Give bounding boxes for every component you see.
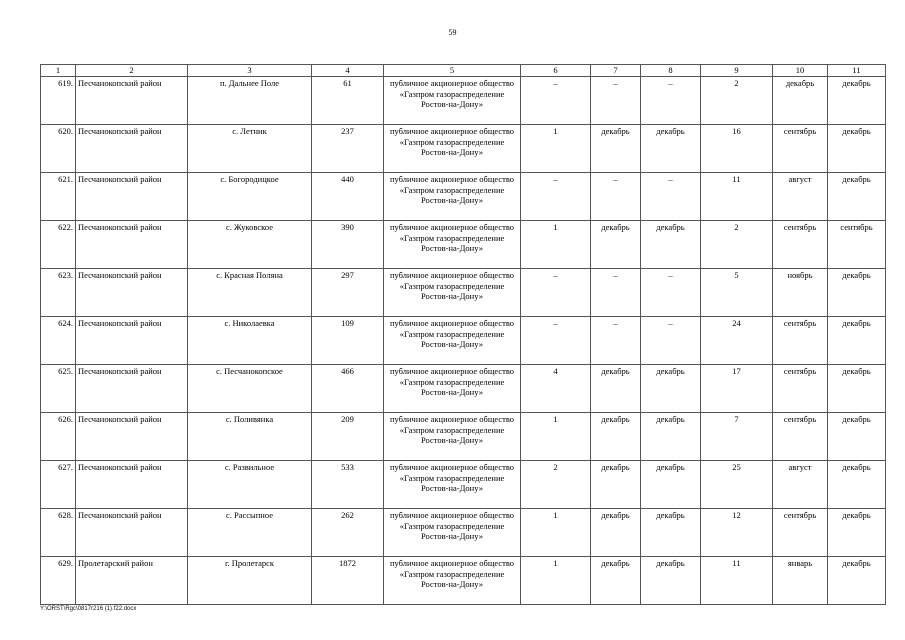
count-cell: 297 — [312, 269, 384, 317]
count-cell: 466 — [312, 365, 384, 413]
col8-cell: – — [641, 269, 701, 317]
col6-cell: 1 — [521, 557, 591, 605]
district-cell: Песчанокопский район — [76, 317, 188, 365]
district-cell: Песчанокопский район — [76, 269, 188, 317]
file-path-footer: Y:\ORST\Rgc\0817r216 (1).f22.docx — [40, 606, 137, 612]
col-header: 11 — [828, 65, 886, 77]
col-header: 10 — [773, 65, 828, 77]
col-header: 9 — [701, 65, 773, 77]
col8-cell: декабрь — [641, 461, 701, 509]
col-header: 1 — [41, 65, 76, 77]
col7-cell: – — [591, 269, 641, 317]
district-cell: Песчанокопский район — [76, 365, 188, 413]
col11-cell: декабрь — [828, 317, 886, 365]
col8-cell: декабрь — [641, 221, 701, 269]
organization-cell: публичное акционерное общество «Газпром газораспределение Ростов-на-Дону» — [384, 173, 521, 221]
col9-cell: 17 — [701, 365, 773, 413]
col11-cell: декабрь — [828, 125, 886, 173]
col7-cell: – — [591, 317, 641, 365]
col11-cell: декабрь — [828, 173, 886, 221]
count-cell: 237 — [312, 125, 384, 173]
row-number: 626. — [41, 413, 76, 461]
organization-cell: публичное акционерное общество «Газпром газораспределение Ростов-на-Дону» — [384, 221, 521, 269]
locality-cell: г. Пролетарск — [188, 557, 312, 605]
col6-cell: 1 — [521, 509, 591, 557]
organization-cell: публичное акционерное общество «Газпром газораспределение Ростов-на-Дону» — [384, 557, 521, 605]
col7-cell: декабрь — [591, 509, 641, 557]
col9-cell: 24 — [701, 317, 773, 365]
col11-cell: декабрь — [828, 461, 886, 509]
col8-cell: – — [641, 317, 701, 365]
table-row — [41, 461, 886, 509]
row-number: 627. — [41, 461, 76, 509]
col-header: 2 — [76, 65, 188, 77]
col11-cell: декабрь — [828, 413, 886, 461]
col9-cell: 25 — [701, 461, 773, 509]
col8-cell: декабрь — [641, 365, 701, 413]
table-row — [41, 365, 886, 413]
col7-cell: – — [591, 77, 641, 125]
count-cell: 1872 — [312, 557, 384, 605]
col6-cell: 2 — [521, 461, 591, 509]
col9-cell: 11 — [701, 557, 773, 605]
locality-cell: с. Развильное — [188, 461, 312, 509]
locality-cell: с. Поливянка — [188, 413, 312, 461]
table-row — [41, 221, 886, 269]
table-row — [41, 125, 886, 173]
col9-cell: 5 — [701, 269, 773, 317]
table-row — [41, 317, 886, 365]
row-number: 623. — [41, 269, 76, 317]
district-cell: Пролетарский район — [76, 557, 188, 605]
row-number: 628. — [41, 509, 76, 557]
organization-cell: публичное акционерное общество «Газпром газораспределение Ростов-на-Дону» — [384, 461, 521, 509]
district-cell: Песчанокопский район — [76, 173, 188, 221]
row-number: 619. — [41, 77, 76, 125]
col6-cell: 1 — [521, 413, 591, 461]
col6-cell: 1 — [521, 221, 591, 269]
col9-cell: 12 — [701, 509, 773, 557]
organization-cell: публичное акционерное общество «Газпром газораспределение Ростов-на-Дону» — [384, 125, 521, 173]
district-cell: Песчанокопский район — [76, 221, 188, 269]
col-header: 4 — [312, 65, 384, 77]
locality-cell: с. Песчанокопское — [188, 365, 312, 413]
district-cell: Песчанокопский район — [76, 125, 188, 173]
col-header: 6 — [521, 65, 591, 77]
row-number: 629. — [41, 557, 76, 605]
col9-cell: 2 — [701, 77, 773, 125]
col-header: 7 — [591, 65, 641, 77]
col-header: 3 — [188, 65, 312, 77]
col11-cell: декабрь — [828, 77, 886, 125]
col10-cell: сентябрь — [773, 317, 828, 365]
col7-cell: декабрь — [591, 221, 641, 269]
row-number: 621. — [41, 173, 76, 221]
count-cell: 61 — [312, 77, 384, 125]
count-cell: 209 — [312, 413, 384, 461]
row-number: 624. — [41, 317, 76, 365]
col6-cell: – — [521, 173, 591, 221]
col-header: 8 — [641, 65, 701, 77]
col9-cell: 16 — [701, 125, 773, 173]
col-header: 5 — [384, 65, 521, 77]
col6-cell: 4 — [521, 365, 591, 413]
col8-cell: декабрь — [641, 125, 701, 173]
table-row — [41, 77, 886, 125]
col11-cell: декабрь — [828, 509, 886, 557]
col10-cell: декабрь — [773, 77, 828, 125]
organization-cell: публичное акционерное общество «Газпром газораспределение Ростов-на-Дону» — [384, 413, 521, 461]
count-cell: 533 — [312, 461, 384, 509]
table-row — [41, 413, 886, 461]
locality-cell: с. Летник — [188, 125, 312, 173]
col10-cell: сентябрь — [773, 365, 828, 413]
locality-cell: п. Дальнее Поле — [188, 77, 312, 125]
col9-cell: 2 — [701, 221, 773, 269]
table-row — [41, 509, 886, 557]
col8-cell: декабрь — [641, 413, 701, 461]
organization-cell: публичное акционерное общество «Газпром газораспределение Ростов-на-Дону» — [384, 317, 521, 365]
organization-cell: публичное акционерное общество «Газпром газораспределение Ростов-на-Дону» — [384, 269, 521, 317]
col10-cell: сентябрь — [773, 509, 828, 557]
locality-cell: с. Красная Поляна — [188, 269, 312, 317]
district-cell: Песчанокопский район — [76, 509, 188, 557]
col8-cell: декабрь — [641, 557, 701, 605]
row-number: 625. — [41, 365, 76, 413]
district-cell: Песчанокопский район — [76, 77, 188, 125]
col10-cell: ноябрь — [773, 269, 828, 317]
data-table — [40, 64, 886, 605]
col10-cell: сентябрь — [773, 125, 828, 173]
row-number: 620. — [41, 125, 76, 173]
col11-cell: декабрь — [828, 557, 886, 605]
col8-cell: – — [641, 77, 701, 125]
col11-cell: декабрь — [828, 269, 886, 317]
col7-cell: декабрь — [591, 461, 641, 509]
count-cell: 262 — [312, 509, 384, 557]
district-cell: Песчанокопский район — [76, 461, 188, 509]
col7-cell: – — [591, 173, 641, 221]
col10-cell: август — [773, 461, 828, 509]
row-number: 622. — [41, 221, 76, 269]
organization-cell: публичное акционерное общество «Газпром газораспределение Ростов-на-Дону» — [384, 365, 521, 413]
col6-cell: – — [521, 77, 591, 125]
col9-cell: 11 — [701, 173, 773, 221]
col10-cell: сентябрь — [773, 221, 828, 269]
col7-cell: декабрь — [591, 125, 641, 173]
col7-cell: декабрь — [591, 413, 641, 461]
organization-cell: публичное акционерное общество «Газпром газораспределение Ростов-на-Дону» — [384, 509, 521, 557]
header-row — [41, 65, 886, 77]
col10-cell: сентябрь — [773, 413, 828, 461]
table-row — [41, 173, 886, 221]
table-row — [41, 269, 886, 317]
col11-cell: сентябрь — [828, 221, 886, 269]
col10-cell: август — [773, 173, 828, 221]
locality-cell: с. Богородицкое — [188, 173, 312, 221]
count-cell: 109 — [312, 317, 384, 365]
col11-cell: декабрь — [828, 365, 886, 413]
page-number: 59 — [448, 28, 457, 37]
col7-cell: декабрь — [591, 365, 641, 413]
table-row — [41, 557, 886, 605]
col6-cell: – — [521, 317, 591, 365]
col8-cell: – — [641, 173, 701, 221]
count-cell: 390 — [312, 221, 384, 269]
col9-cell: 7 — [701, 413, 773, 461]
district-cell: Песчанокопский район — [76, 413, 188, 461]
organization-cell: публичное акционерное общество «Газпром газораспределение Ростов-на-Дону» — [384, 77, 521, 125]
col7-cell: декабрь — [591, 557, 641, 605]
col10-cell: январь — [773, 557, 828, 605]
locality-cell: с. Жуковское — [188, 221, 312, 269]
locality-cell: с. Николаевка — [188, 317, 312, 365]
count-cell: 440 — [312, 173, 384, 221]
col8-cell: декабрь — [641, 509, 701, 557]
col6-cell: 1 — [521, 125, 591, 173]
col6-cell: – — [521, 269, 591, 317]
locality-cell: с. Рассыпное — [188, 509, 312, 557]
